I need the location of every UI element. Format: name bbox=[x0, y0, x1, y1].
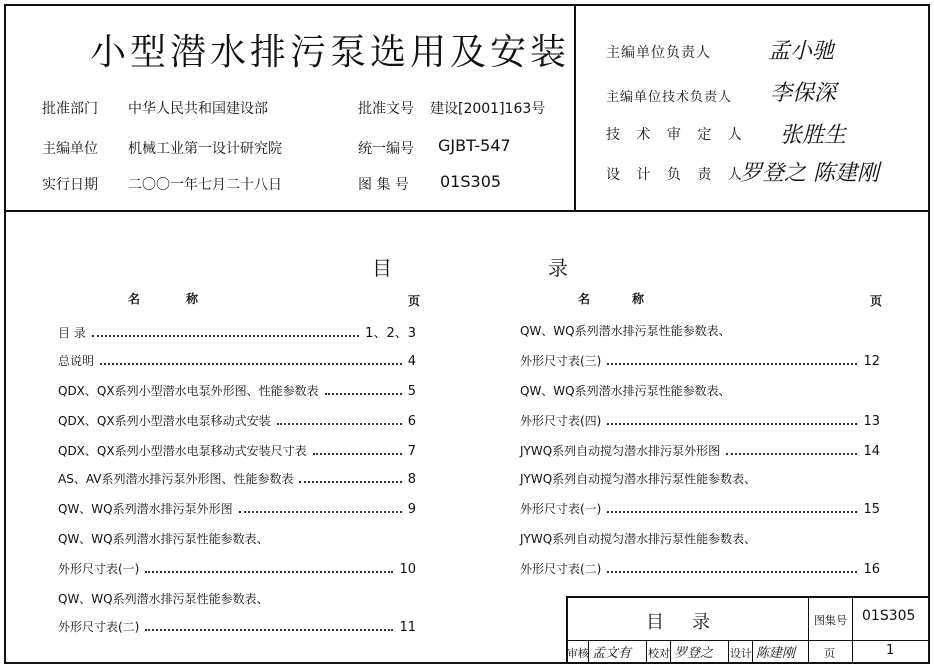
toc-entry[interactable] bbox=[58, 412, 416, 429]
toc-entry-label: AS、AV系列潜水排污泵外形图、性能参数表 bbox=[58, 472, 294, 486]
signature-label-tech-head: 主编单位技术负责人 bbox=[606, 90, 733, 105]
leader-dots bbox=[299, 480, 401, 483]
toc-entry-label: 外形尺寸表(一) bbox=[520, 502, 602, 516]
design-label: 设计 bbox=[730, 647, 752, 660]
toc-entry[interactable] bbox=[58, 618, 416, 635]
toc-entry[interactable] bbox=[58, 382, 416, 399]
toc-entry-label: JYWQ系列自动搅匀潜水排污泵外形图 bbox=[520, 444, 721, 458]
toc-entry-label: JYWQ系列自动搅匀潜水排污泵性能参数表、 bbox=[520, 472, 757, 486]
meta-label-atlas-no: 图 集 号 bbox=[358, 177, 409, 193]
meta-value-approve-dept: 中华人民共和国建设部 bbox=[128, 101, 268, 117]
leader-dots bbox=[726, 452, 857, 455]
toc-entry[interactable] bbox=[58, 560, 416, 577]
toc-entry-page: 5 bbox=[407, 384, 416, 399]
meta-value-unified-no: GJBT-547 bbox=[438, 136, 511, 155]
signature-design-head: 罗登之 陈建刚 bbox=[740, 161, 879, 186]
toc-entry-label: JYWQ系列自动搅匀潜水排污泵性能参数表、 bbox=[520, 532, 757, 546]
toc-entry[interactable] bbox=[58, 442, 416, 459]
toc-entry-label: 外形尺寸表(二) bbox=[58, 620, 140, 634]
signature-chief-unit-head: 孟小驰 bbox=[768, 39, 835, 64]
page-title: 小型潜水排污泵选用及安装 bbox=[90, 32, 571, 73]
title-block-title-a: 目 bbox=[646, 612, 664, 633]
title-block-col-divider bbox=[646, 640, 647, 664]
toc-entry-page: 8 bbox=[407, 472, 416, 487]
signature-tech-reviewer: 张胜生 bbox=[780, 123, 847, 148]
leader-dots bbox=[313, 452, 402, 455]
toc-entry-page: 4 bbox=[407, 354, 416, 369]
title-block-title-b: 录 bbox=[692, 612, 710, 633]
column-header-name-b-right: 称 bbox=[632, 292, 645, 306]
toc-entry-label: QW、WQ系列潜水排污泵性能参数表、 bbox=[520, 324, 731, 338]
signature-label-chief-unit-head: 主编单位负责人 bbox=[606, 45, 711, 61]
toc-entry[interactable] bbox=[58, 530, 416, 547]
toc-entry[interactable] bbox=[520, 442, 880, 459]
toc-entry-page: 12 bbox=[863, 354, 880, 369]
toc-entry-page: 14 bbox=[863, 444, 880, 459]
leader-dots bbox=[277, 422, 402, 425]
toc-entry-label: QW、WQ系列潜水排污泵性能参数表、 bbox=[58, 592, 269, 606]
toc-entry[interactable] bbox=[520, 530, 880, 547]
toc-entry-label: QW、WQ系列潜水排污泵外形图 bbox=[58, 502, 233, 516]
column-header-name-b: 称 bbox=[186, 292, 199, 306]
header-column-divider bbox=[574, 4, 576, 212]
toc-entry-label: 外形尺寸表(一) bbox=[58, 562, 140, 576]
meta-label-chief-unit: 主编单位 bbox=[42, 141, 98, 157]
leader-dots bbox=[607, 570, 857, 573]
toc-entry-page: 11 bbox=[399, 620, 416, 635]
toc-entry-label: QDX、QX系列小型潜水电泵移动式安装尺寸表 bbox=[58, 444, 307, 458]
meta-label-effective-date: 实行日期 bbox=[42, 177, 98, 193]
toc-entry-page: 13 bbox=[863, 414, 880, 429]
column-header-page: 页 bbox=[408, 294, 421, 308]
column-header-page-right: 页 bbox=[870, 294, 883, 308]
toc-entry[interactable] bbox=[520, 500, 880, 517]
meta-value-chief-unit: 机械工业第一设计研究院 bbox=[128, 141, 282, 157]
leader-dots bbox=[607, 362, 857, 365]
atlas-no-value: 01S305 bbox=[862, 608, 916, 624]
leader-dots bbox=[607, 510, 857, 513]
meta-label-approval-no: 批准文号 bbox=[358, 101, 414, 117]
toc-entry-page: 16 bbox=[863, 562, 880, 577]
title-block-row-divider bbox=[566, 640, 930, 641]
toc-entry-label: QDX、QX系列小型潜水电泵外形图、性能参数表 bbox=[58, 384, 319, 398]
toc-entry-page: 10 bbox=[399, 562, 416, 577]
toc-heading-left: 目 bbox=[372, 256, 392, 280]
toc-entry-page: 6 bbox=[407, 414, 416, 429]
toc-entry-label: 外形尺寸表(四) bbox=[520, 414, 602, 428]
design-signature: 陈建刚 bbox=[756, 646, 796, 661]
toc-entry[interactable] bbox=[58, 590, 416, 607]
toc-entry[interactable] bbox=[58, 470, 416, 487]
column-header-name-a-right: 名 bbox=[578, 292, 591, 306]
title-block-col-divider bbox=[670, 640, 671, 664]
title-block-col-divider bbox=[752, 640, 753, 664]
meta-label-approve-dept: 批准部门 bbox=[42, 101, 98, 117]
leader-dots bbox=[145, 570, 393, 573]
check-label: 校对 bbox=[648, 647, 670, 660]
toc-entry-page: 15 bbox=[863, 502, 880, 517]
toc-entry-label: QDX、QX系列小型潜水电泵移动式安装 bbox=[58, 414, 271, 428]
page-value: 1 bbox=[886, 643, 895, 658]
leader-dots bbox=[100, 362, 402, 365]
page-label: 页 bbox=[824, 647, 835, 660]
toc-entry[interactable] bbox=[520, 470, 880, 487]
toc-entry-label: 目 录 bbox=[58, 326, 86, 340]
meta-label-unified-no: 统一编号 bbox=[358, 141, 414, 157]
leader-dots bbox=[145, 628, 393, 631]
toc-entry-label: 总说明 bbox=[58, 354, 95, 368]
leader-dots bbox=[325, 392, 402, 395]
toc-entry[interactable] bbox=[58, 322, 416, 341]
signature-label-tech-reviewer: 技 术 审 定 人 bbox=[606, 127, 748, 143]
meta-value-approval-no: 建设[2001]163号 bbox=[430, 101, 546, 117]
toc-entry[interactable] bbox=[520, 560, 880, 577]
toc-entry[interactable] bbox=[58, 352, 416, 369]
check-signature: 罗登之 bbox=[674, 646, 714, 661]
leader-dots bbox=[239, 510, 402, 513]
signature-label-design-head: 设 计 负 责 人 bbox=[606, 167, 748, 183]
toc-entry[interactable] bbox=[58, 500, 416, 517]
review-signature: 孟文有 bbox=[592, 646, 632, 661]
title-block-col-divider bbox=[728, 640, 729, 664]
title-block-col-divider bbox=[808, 596, 809, 664]
leader-dots bbox=[92, 334, 359, 337]
atlas-no-label: 图集号 bbox=[814, 614, 847, 627]
toc-entry-label: 外形尺寸表(二) bbox=[520, 562, 602, 576]
toc-entry-page: 7 bbox=[407, 444, 416, 459]
toc-entry-label: 外形尺寸表(三) bbox=[520, 354, 602, 368]
toc-entry-label: QW、WQ系列潜水排污泵性能参数表、 bbox=[520, 384, 731, 398]
toc-entry[interactable] bbox=[520, 412, 880, 429]
signature-tech-head: 李保深 bbox=[770, 81, 837, 106]
leader-dots bbox=[607, 422, 857, 425]
column-header-name-a: 名 bbox=[128, 292, 141, 306]
header-divider bbox=[4, 210, 930, 212]
title-block-col-divider bbox=[852, 596, 853, 664]
toc-entry[interactable] bbox=[520, 382, 880, 399]
toc-entry-label: QW、WQ系列潜水排污泵性能参数表、 bbox=[58, 532, 269, 546]
toc-entry[interactable] bbox=[520, 352, 880, 369]
meta-value-atlas-no: 01S305 bbox=[440, 172, 502, 191]
toc-heading-right: 录 bbox=[548, 256, 568, 280]
review-label: 审核 bbox=[567, 647, 589, 660]
toc-entry-page: 1、2、3 bbox=[365, 326, 416, 341]
toc-entry-page: 9 bbox=[407, 502, 416, 517]
meta-value-effective-date: 二〇〇一年七月二十八日 bbox=[128, 177, 282, 193]
toc-entry[interactable] bbox=[520, 322, 880, 339]
